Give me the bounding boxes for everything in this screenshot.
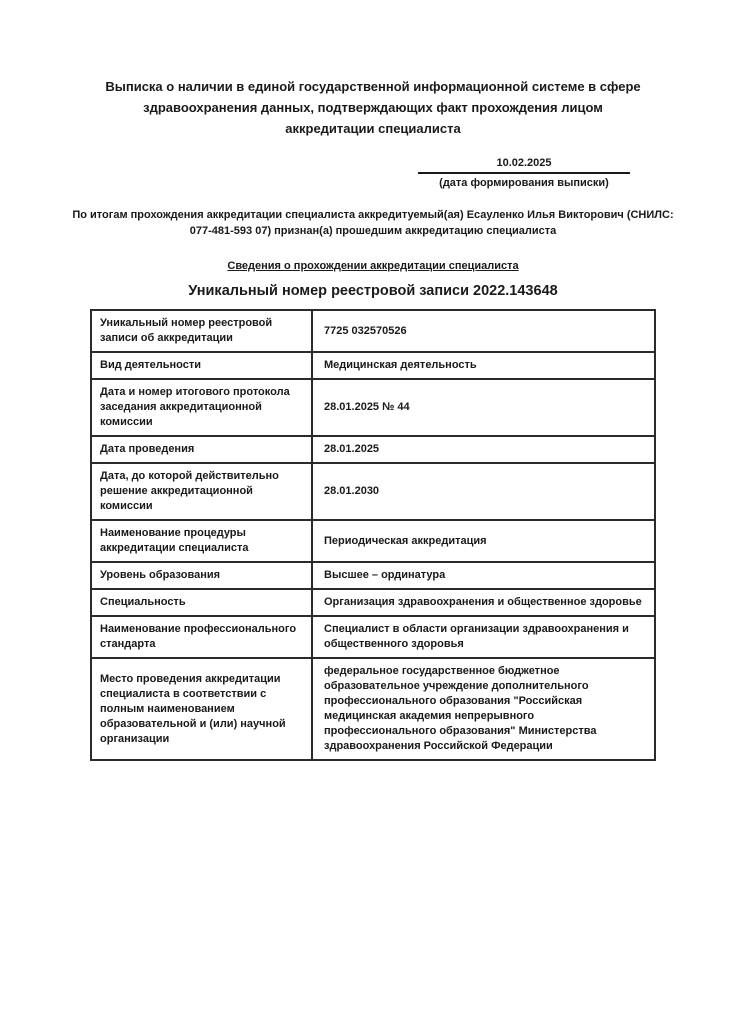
row-value: Организация здравоохранения и общественное здоровье bbox=[312, 589, 655, 616]
issue-date-value: 10.02.2025 bbox=[418, 156, 630, 174]
row-label: Дата и номер итогового протокола заседания аккредитационной комиссии bbox=[91, 379, 312, 436]
registry-number-header: Уникальный номер реестровой записи 2022.143648 bbox=[188, 283, 558, 299]
accreditation-summary-text: По итогам прохождения аккредитации специалиста аккредитуемый(ая) Есауленко Илья Викторович (СНИЛС: 077-481-593 07) признан(а) прошедшим аккредитацию специалиста bbox=[72, 209, 674, 237]
row-label: Место проведения аккредитации специалиста в соответствии с полным наименованием образовательной и (или) научной организации bbox=[91, 658, 312, 760]
section-header: Сведения о прохождении аккредитации специалиста bbox=[227, 260, 519, 272]
issue-date-caption: (дата формирования выписки) bbox=[439, 177, 609, 189]
row-label: Специальность bbox=[91, 589, 312, 616]
row-value: Периодическая аккредитация bbox=[312, 520, 655, 562]
issue-date-block bbox=[418, 156, 630, 190]
row-value: Медицинская деятельность bbox=[312, 352, 655, 379]
table-row bbox=[91, 520, 655, 562]
row-label: Наименование процедуры аккредитации специалиста bbox=[91, 520, 312, 562]
accreditation-details-table bbox=[90, 309, 656, 761]
table-row bbox=[91, 589, 655, 616]
table-row bbox=[91, 310, 655, 352]
row-value: 28.01.2030 bbox=[312, 463, 655, 520]
row-value: 28.01.2025 bbox=[312, 436, 655, 463]
row-value: Высшее – ординатура bbox=[312, 562, 655, 589]
row-label: Вид деятельности bbox=[91, 352, 312, 379]
row-label: Уникальный номер реестровой записи об аккредитации bbox=[91, 310, 312, 352]
table-row bbox=[91, 463, 655, 520]
table-row bbox=[91, 379, 655, 436]
document-title: Выписка о наличии в единой государственной информационной системе в сфере здравоохранения данных, подтверждающих факт прохождения лицом аккредитации специалиста bbox=[105, 79, 641, 136]
table-row bbox=[91, 352, 655, 379]
row-value: федеральное государственное бюджетное образовательное учреждение дополнительного профессионального образования "Российская медицинская академия непрерывного профессионального образования" Министерства здравоохранения Российской Федерации bbox=[312, 658, 655, 760]
table-row bbox=[91, 616, 655, 658]
row-value: 28.01.2025 № 44 bbox=[312, 379, 655, 436]
row-label: Уровень образования bbox=[91, 562, 312, 589]
table-row bbox=[91, 562, 655, 589]
row-value: Специалист в области организации здравоохранения и общественного здоровья bbox=[312, 616, 655, 658]
row-label: Дата проведения bbox=[91, 436, 312, 463]
row-label: Наименование профессионального стандарта bbox=[91, 616, 312, 658]
row-label: Дата, до которой действительно решение аккредитационной комиссии bbox=[91, 463, 312, 520]
table-row bbox=[91, 658, 655, 760]
table-row bbox=[91, 436, 655, 463]
row-value: 7725 032570526 bbox=[312, 310, 655, 352]
